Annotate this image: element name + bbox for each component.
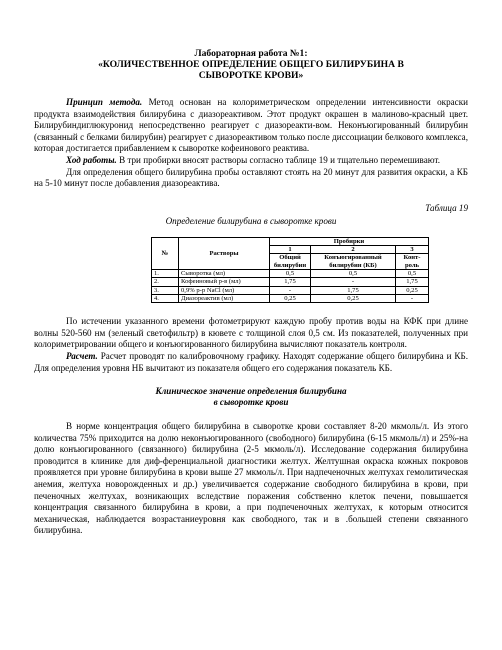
row-number: 3. [152,286,179,294]
calculation-text: Расчет проводят по калибровочному графику. Находят содержание общего билирубина и КБ. Для определения уровня НБ вычитают из показателя общего его содержания показатель КБ. [34,350,468,373]
calculation-paragraph [34,351,468,374]
clinical-paragraph: В норме концентрация общего билирубина в сыворотке крови составляет 8-20 мкмоль/л. Из этого количества 75% приходится на долю неконъюгированного (свободного) билирубина (6-15 мкмоль/л) и 25%-на долю конъюгированного (связанного) билирубина (2-5 мкмоль/л). Исследование содержания билирубина проводится в клинике для диф-ференциальной диагностики желтух. Желтушная окраска кожных покровов проявляется при уровне билирубина в крови выше 27 мкмоль/л. При надпеченочных желтухах гемолитическая анемия, желтуха новорожденных и др.) увеличивается содержание свободного билирубина в крови, при печеночных желтухах, возникающих вследствие поражения собственно клеток печени, повышается концентрация связанного билирубина в крови, а при подпеченочных желтухах, к которым относится механическая, наблюдается возрастаниеуровня как свободного, так и в .большей степени связанного билирубина. [34,421,468,536]
row-value-1: 1,75 [270,278,311,286]
row-solution: Диазореактив (мл) [179,294,270,302]
row-value-2: 1,75 [311,286,396,294]
tube-label-2: Конъюгированный билирубин (КБ) [311,254,396,270]
row-solution: Сыворотка (мл) [179,269,270,277]
row-value-1: - [270,286,311,294]
principle-paragraph [34,97,468,155]
row-value-3: 0,5 [396,269,429,277]
principle-label: Принцип метода. [66,97,143,107]
lab-title [34,48,468,81]
tube-num-2: 2 [311,246,396,254]
header-tubes: Пробирки [270,237,429,245]
row-number: 2. [152,278,179,286]
row-value-2: 0,5 [311,269,396,277]
tube-num-3: 3 [396,246,429,254]
tube-label-3: Конт-роль [396,254,429,270]
row-number: 4. [152,294,179,302]
row-value-3: 1,75 [396,278,429,286]
table-caption: Определение билирубина в сыворотке крови [165,215,337,226]
clinical-section-title [34,386,468,408]
row-value-3: - [396,294,429,302]
table-row [152,294,429,302]
row-value-3: 0,25 [396,286,429,294]
row-value-1: 0,25 [270,294,311,302]
row-value-2: - [311,278,396,286]
calculation-label: Расчет. [66,350,98,361]
table-row [152,286,429,294]
table-number: Таблица 19 [425,202,468,213]
title-line-3: СЫВОРОТКЕ КРОВИ» [198,70,304,81]
bilirubin-table [151,237,429,303]
procedure-paragraph [34,155,468,167]
row-solution: Кофеиновый р-в (мл) [179,278,270,286]
table-row [152,269,429,277]
header-solutions: Растворы [179,237,270,269]
header-no: № [152,237,179,269]
procedure-text: В три пробирки вносят растворы согласно таблице 19 и тщательно перемешивают. [116,154,440,165]
principle-text: Метод основан на колориметрическом определении интенсивности окраски продукта взаимодействия билирубина с диазореактивом. Этот продукт окрашен в малиново-красный цвет. Билирубиндиглюкуронид непосредственно реагирует с диазореакти-вом. Неконъюгированный билирубин (связанный с белками билирубин) реагирует с диазореактивом только после диссоциации белкового комплекса, которая достигается прибавлением к сыворотке кофеинового реактива. [34,97,469,154]
row-value-2: 0,25 [311,294,396,302]
row-number: 1. [152,269,179,277]
title-line-2: «КОЛИЧЕСТВЕННОЕ ОПРЕДЕЛЕНИЕ ОБЩЕГО БИЛИРУБИНА В [98,59,404,70]
clinical-title-line-1: Клиническое значение определения билирубина [155,386,347,397]
tube-label-1: Общий билирубин [270,254,311,270]
procedure-label: Ход работы. [66,154,117,165]
row-solution: 0,9% р-р NaCl (мл) [179,286,270,294]
tube-num-1: 1 [270,246,311,254]
measurement-paragraph: По истечении указанного времени фотометрируют каждую пробу против воды на КФК при длине волны 520-560 нм (зеленый светофильтр) в кювете с толщиной слоя 0,5 см. Из показателей, полученных при колориметрировании общего и конъюгированного билирубина вычисляют показатель контроля. [34,316,468,350]
row-value-1: 0,5 [270,269,311,277]
procedure-paragraph-2: Для определения общего билирубина пробы оставляют стоять на 20 минут для развития окраски, а КБ на 5-10 минут после добавления диазореактива. [34,166,468,189]
table-row [152,278,429,286]
title-line-1: Лабораторная работа №1: [194,48,308,59]
clinical-title-line-2: в сыворотке крови [213,397,289,408]
